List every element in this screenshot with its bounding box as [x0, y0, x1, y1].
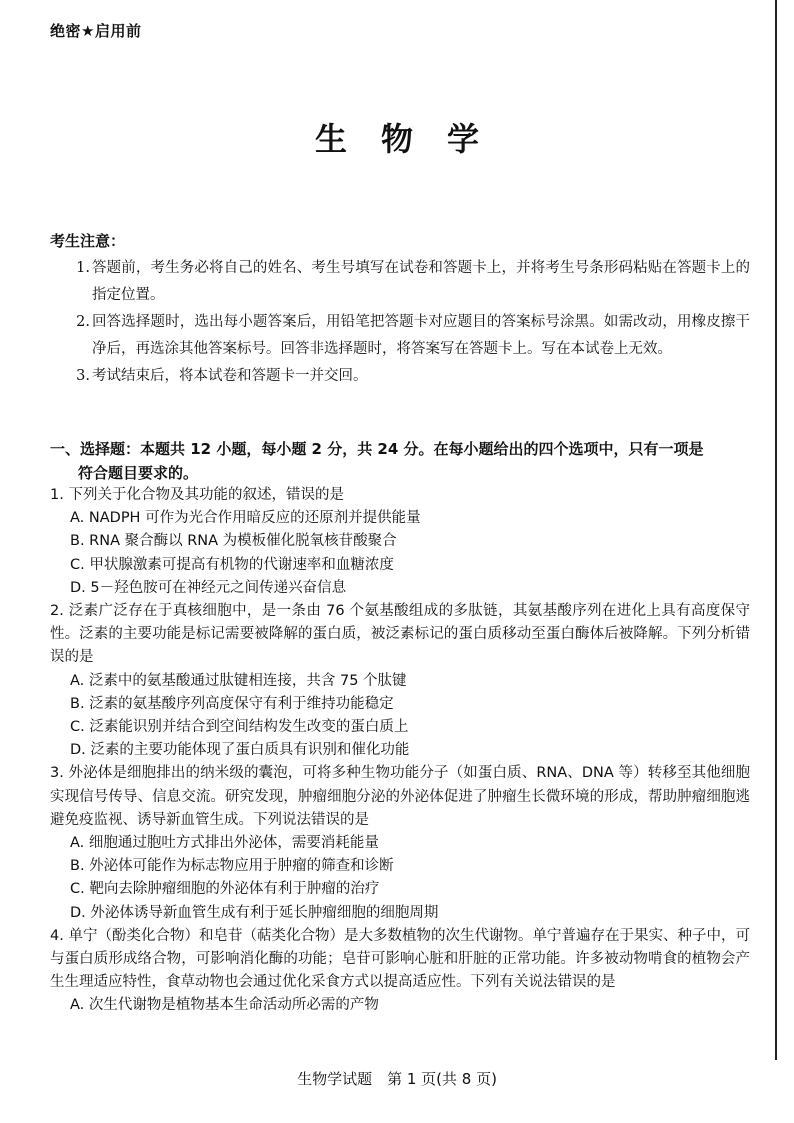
note-number: 2. [76, 314, 90, 330]
option-c: C. 甲状腺激素可提高有机物的代谢速率和血糖浓度 [70, 556, 394, 573]
question-list [50, 484, 750, 1018]
question-stem: 3. 外泌体是细胞排出的纳米级的囊泡，可将多种生物功能分子（如蛋白质、RNA、DNA 等）转移至其他细胞实现信号传导、信息交流。研究发现，肿瘤细胞分泌的外泌体促进了肿瘤生长微环境的形成，帮助肿瘤细胞逃避免疫监视、诱导新血管生成。下列说法错误的是 [50, 765, 750, 828]
option-b: B. 泛素的氨基酸序列高度保守有利于维持功能稳定 [70, 695, 394, 712]
notes-list [50, 255, 750, 390]
option-a: A. 泛素中的氨基酸通过肽键相连接，共含 75 个肽键 [70, 672, 407, 689]
question-stem: 4. 单宁（酚类化合物）和皂苷（萜类化合物）是大多数植物的次生代谢物。单宁普遍存在于果实、种子中，可与蛋白质形成络合物，可影响消化酶的功能；皂苷可影响心脏和肝脏的正常功能。许多被动物啃食的植物会产生生理适应特性，食草动物也会通过优化采食方式以提高适应性。下列有关说法错误的是 [50, 927, 750, 991]
option-d: D. 外泌体诱导新血管生成有利于延长肿瘤细胞的细胞周期 [70, 904, 439, 921]
note-number: 3. [76, 368, 90, 384]
page-title: 生物学 [314, 120, 513, 158]
page-footer: 生物学试题 第 1 页(共 8 页) [297, 1070, 497, 1088]
question-4 [50, 925, 750, 1018]
option-d: D. 5－羟色胺可在神经元之间传递兴奋信息 [70, 579, 347, 596]
question-2 [50, 600, 750, 762]
option-c: C. 靶向去除肿瘤细胞的外泌体有利于肿瘤的治疗 [70, 881, 380, 898]
note-text: 考试结束后，将本试卷和答题卡一并交回。 [92, 368, 368, 384]
option-a: A. NADPH 可作为光合作用暗反应的还原剂并提供能量 [70, 510, 421, 527]
question-1 [50, 484, 750, 600]
note-item [50, 255, 750, 309]
note-item [50, 363, 750, 390]
notes-heading: 考生注意： [50, 232, 126, 250]
option-c: C. 泛素能识别并结合到空间结构发生改变的蛋白质上 [70, 719, 409, 736]
option-a: A. 细胞通过胞吐方式排出外泌体，需要消耗能量 [70, 835, 379, 852]
section-heading [50, 437, 750, 485]
question-stem: 2. 泛素广泛存在于真核细胞中，是一条由 76 个氨基酸组成的多肽链，其氨基酸序列在进化上具有高度保守性。泛素的主要功能是标记需要被降解的蛋白质，被泛素标记的蛋白质移动至蛋白酶体后被降解。下列分析错误的是 [50, 603, 750, 666]
section-heading-line: 符合题目要求的。 [78, 464, 199, 482]
note-item [50, 309, 750, 363]
note-number: 1. [76, 260, 90, 276]
option-b: B. RNA 聚合酶以 RNA 为模板催化脱氧核苷酸聚合 [70, 533, 397, 550]
note-text: 回答选择题时，选出每小题答案后，用铅笔把答题卡对应题目的答案标号涂黑。如需改动，用橡皮擦干净后，再选涂其他答案标号。回答非选择题时，将答案写在答题卡上。写在本试卷上无效。 [92, 314, 750, 357]
option-d: D. 泛素的主要功能体现了蛋白质具有识别和催化功能 [70, 742, 410, 759]
question-3 [50, 762, 750, 924]
note-text: 答题前，考生务必将自己的姓名、考生号填写在试卷和答题卡上，并将考生号条形码粘贴在答题卡上的指定位置。 [92, 260, 750, 303]
option-b: B. 外泌体可能作为标志物应用于肿瘤的筛查和诊断 [70, 858, 394, 875]
question-stem: 1. 下列关于化合物及其功能的叙述，错误的是 [50, 487, 344, 503]
option-a: A. 次生代谢物是植物基本生命活动所必需的产物 [70, 997, 379, 1014]
section-heading-line: 一、选择题：本题共 12 小题，每小题 2 分，共 24 分。在每小题给出的四个选项中，只有一项是 [50, 440, 704, 458]
secret-label: 绝密★启用前 [50, 22, 142, 40]
